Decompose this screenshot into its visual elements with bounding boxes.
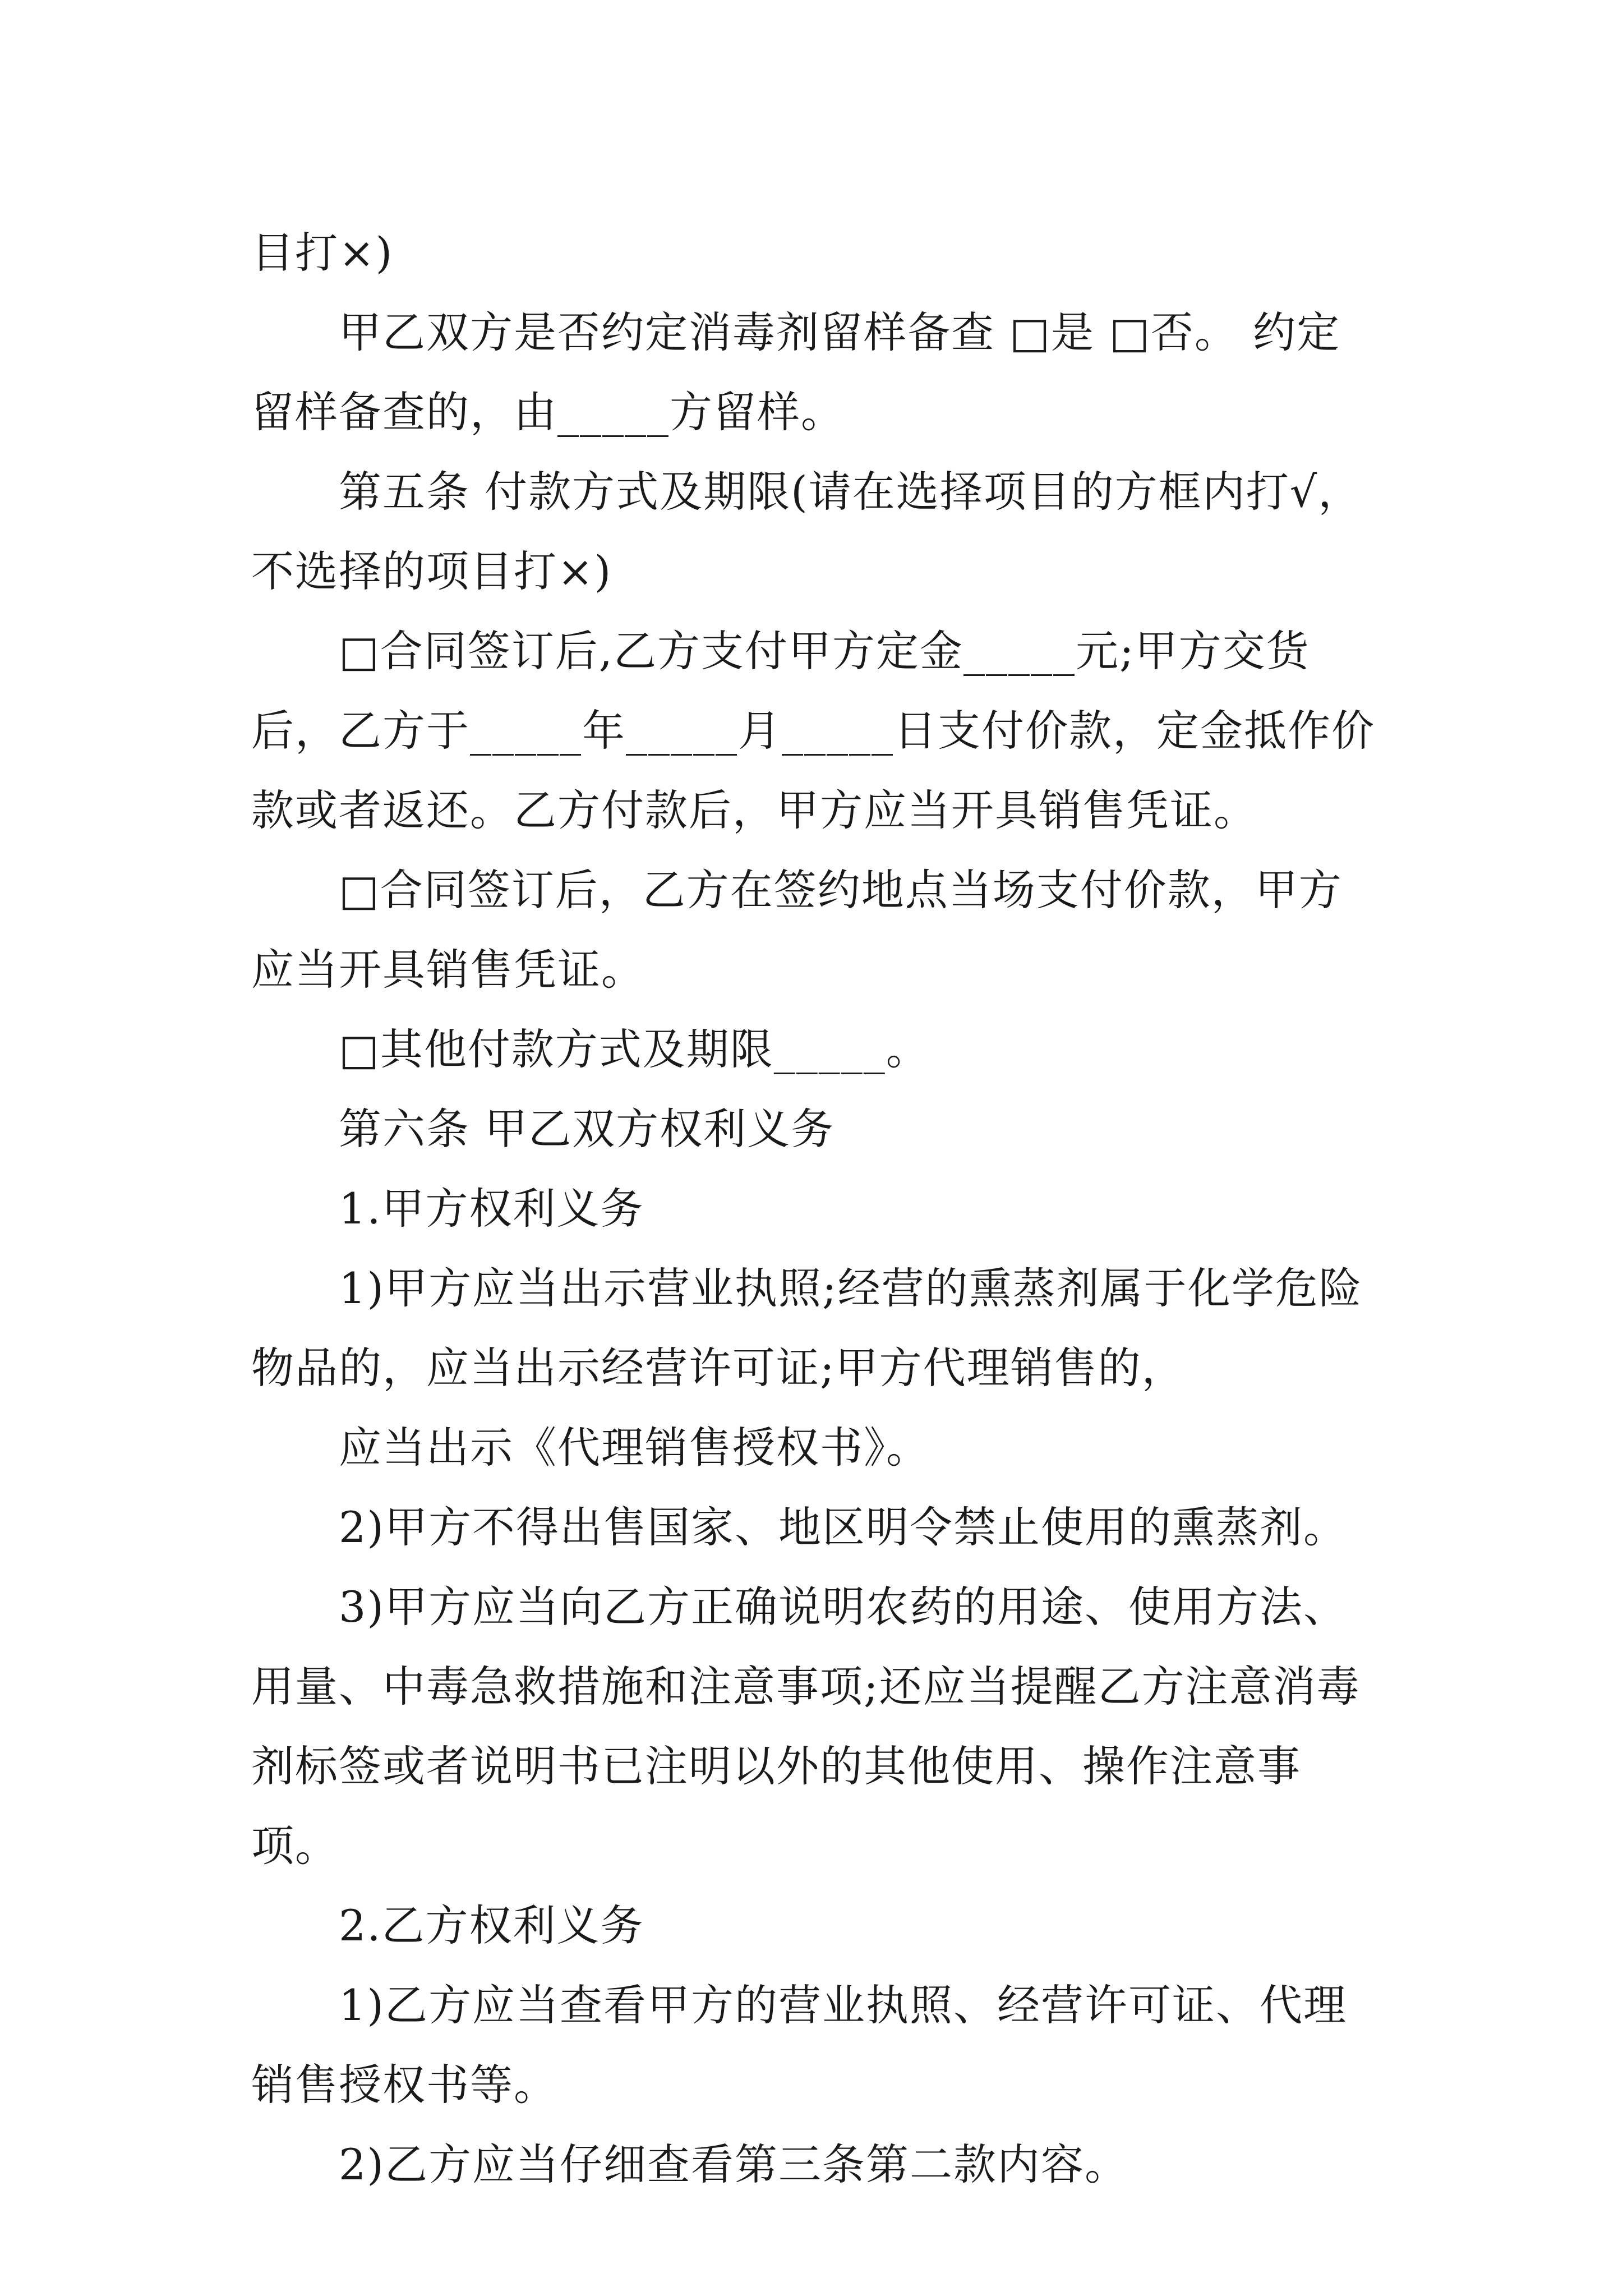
paragraph: 1)乙方应当查看甲方的营业执照、经营许可证、代理销售授权书等。 xyxy=(251,1980,1348,2110)
article-heading: 第五条 付款方式及期限(请在选择项目的方框内打√，不选择的项目打×) xyxy=(251,467,1362,596)
paragraph: □其他付款方式及期限_____。 xyxy=(339,1024,930,1074)
paragraph: 应当出示《代理销售授权书》。 xyxy=(339,1423,930,1473)
paragraph: 3)甲方应当向乙方正确说明农药的用途、使用方法、用量、中毒急救措施和注意事项;还应当提醒乙方注意消毒剂标签或者说明书已注明以外的其他使用、操作注意事项。 xyxy=(251,1582,1361,1871)
paragraph: 2)甲方不得出售国家、地区明令禁止使用的熏蒸剂。 xyxy=(339,1502,1348,1552)
paragraph: 甲乙双方是否约定消毒剂留样备查 □是 □否。 约定留样备查的，由_____方留样。 xyxy=(251,307,1341,437)
paragraph: □合同签订后，乙方在签约地点当场支付价款，甲方应当开具销售凭证。 xyxy=(251,865,1343,995)
article-heading: 第六条 甲乙双方权利义务 xyxy=(339,1104,835,1154)
paragraph: 2)乙方应当仔细查看第三条第二款内容。 xyxy=(339,2139,1129,2189)
paragraph: 目打×) xyxy=(251,228,394,278)
paragraph: 1)甲方应当出示营业执照;经营的熏蒸剂属于化学危险物品的，应当出示经营许可证;甲方代理销售的， xyxy=(251,1263,1363,1393)
section-heading: 2.乙方权利义务 xyxy=(339,1901,644,1950)
paragraph: □合同签订后,乙方支付甲方定金_____元;甲方交货后，乙方于_____年_____月_____日支付价款，定金抵作价款或者返还。乙方付款后，甲方应当开具销售凭证。 xyxy=(251,626,1375,835)
section-heading: 1.甲方权利义务 xyxy=(339,1184,644,1234)
document-body xyxy=(251,213,1384,2205)
